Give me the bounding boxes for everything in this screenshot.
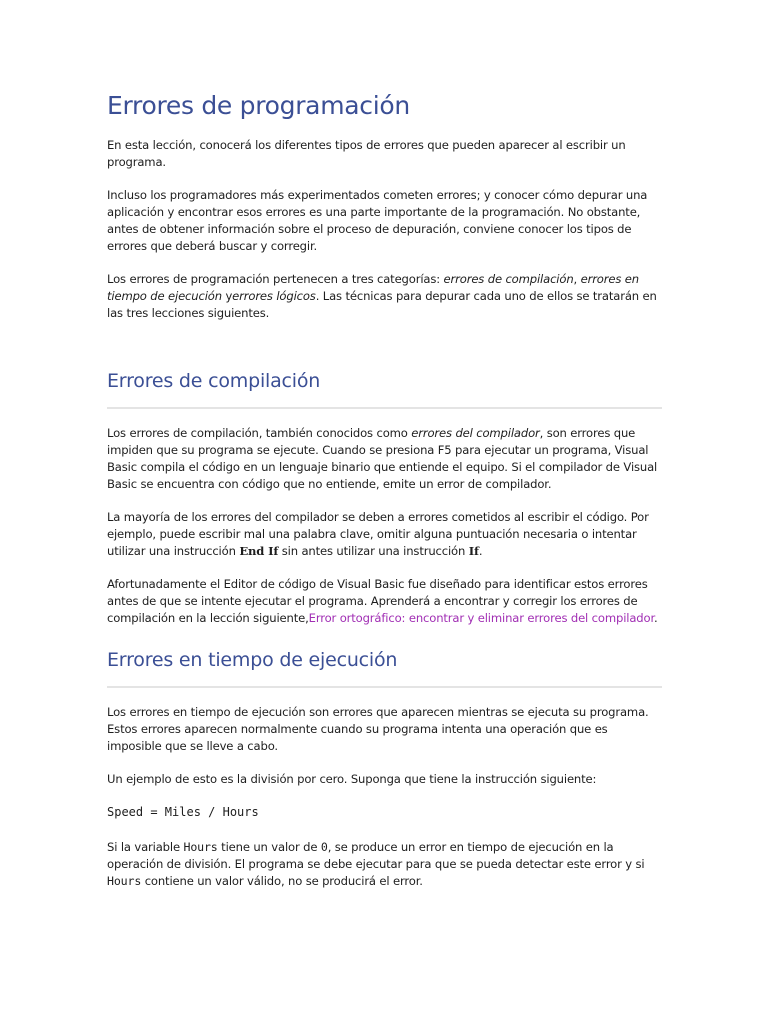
- term: errores del compilador: [411, 426, 540, 440]
- code-example: Speed = Miles / Hours: [107, 805, 259, 819]
- text: Afortunadamente el Editor de código de Visual Basic fue diseñado para identificar estos errores antes de que se intente ejecutar el programa. Aprenderá a encontrar y corregir los errores de compilación en la lección siguiente,: [107, 577, 648, 625]
- value-zero: 0: [320, 840, 328, 854]
- section-header-compilacion: [107, 366, 662, 409]
- text: .: [478, 544, 483, 558]
- intro-text: y: [221, 289, 233, 303]
- text: .: [654, 611, 658, 625]
- ejecucion-paragraph-2: Un ejemplo de esto es la división por cero. Suponga que tiene la instrucción siguiente:: [107, 772, 597, 786]
- variable-hours: Hours: [183, 840, 218, 854]
- intro-text: ,: [573, 272, 581, 286]
- category-runtime: errores en tiempo de ejecución: [107, 272, 639, 303]
- document-page: [107, 88, 662, 906]
- compiler-errors-lesson-link[interactable]: Error ortográfico: encontrar y eliminar errores del compilador: [308, 611, 654, 625]
- variable-hours: Hours: [107, 874, 142, 888]
- text: Si la variable: [107, 840, 184, 854]
- section-header-ejecucion: [107, 645, 662, 688]
- compilacion-paragraph-1: [107, 425, 662, 493]
- intro-paragraph-3: [107, 271, 662, 322]
- keyword-end-if: End If: [239, 544, 279, 558]
- text: sin antes utilizar una instrucción: [278, 544, 469, 558]
- ejecucion-paragraph-3: [107, 839, 662, 890]
- text: Los errores de compilación, también conocidos como: [107, 426, 412, 440]
- text: , son errores que impiden que su programa se ejecute. Cuando se presiona F5 para ejecutar un programa, Visual Basic compila el código en un lenguaje binario que entiende el equipo. Si el compilador de Visual Basic se encuentra con código que no entiende, emite un error de compilador.: [107, 426, 658, 491]
- text: La mayoría de los errores del compilador se deben a errores cometidos al escribir el código. Por ejemplo, puede escribir mal una palabra clave, omitir alguna puntuación necesaria o intentar utilizar una instrucción: [107, 510, 649, 558]
- text: contiene un valor válido, no se producirá el error.: [141, 874, 423, 888]
- compilacion-paragraph-3: [107, 576, 662, 627]
- page-title: Errores de programación: [107, 91, 410, 120]
- section-title-compilacion: Errores de compilación: [107, 370, 321, 392]
- intro-text: . Las técnicas para depurar cada uno de ellos se tratarán en las tres lecciones siguientes.: [107, 289, 657, 320]
- keyword-if: If: [468, 544, 479, 558]
- category-compilation: errores de compilación: [443, 272, 574, 286]
- compilacion-paragraph-2: [107, 509, 662, 560]
- intro-paragraph-2: Incluso los programadores más experimentados cometen errores; y conocer cómo depurar una aplicación y encontrar esos errores es una parte importante de la programación. No obstante, antes de obtener información sobre el proceso de depuración, conviene conocer los tipos de errores que deberá buscar y corregir.: [107, 188, 648, 253]
- text: , se produce un error en tiempo de ejecución en la operación de división. El programa se debe ejecutar para que se pueda detectar este error y si: [107, 840, 645, 871]
- ejecucion-paragraph-1: Los errores en tiempo de ejecución son errores que aparecen mientras se ejecuta su programa. Estos errores aparecen normalmente cuando su programa intenta una operación que es imposible que se lleve a cabo.: [107, 705, 649, 753]
- category-logic: errores lógicos: [232, 289, 316, 303]
- intro-paragraph-1: En esta lección, conocerá los diferentes tipos de errores que pueden aparecer al escribir un programa.: [107, 138, 626, 169]
- intro-text: Los errores de programación pertenecen a tres categorías:: [107, 272, 444, 286]
- section-title-ejecucion: Errores en tiempo de ejecución: [107, 649, 398, 671]
- text: tiene un valor de: [217, 840, 321, 854]
